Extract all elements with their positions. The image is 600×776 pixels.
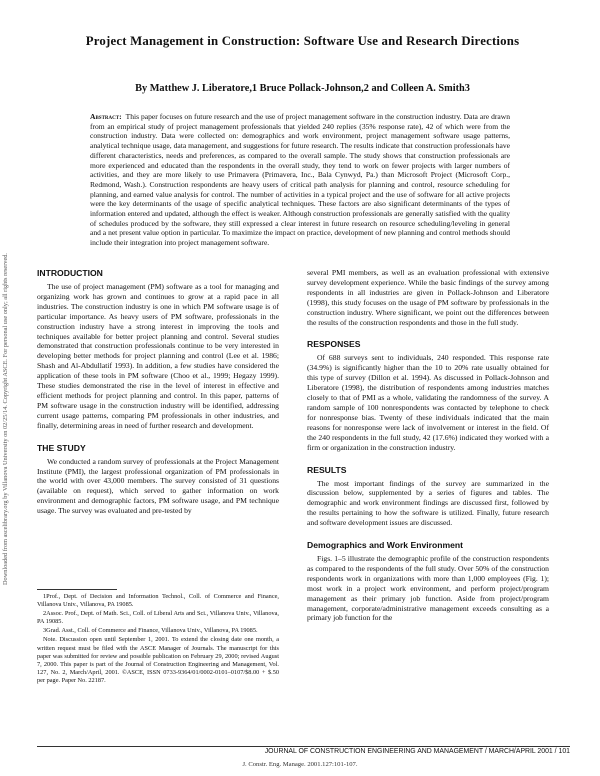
- abstract-text: This paper focuses on future research and the use of project management software in the construction industry. Data are drawn from an empirical study of project management professionals that yielded 240 replies (35% response rate), 42 of which were from the construction industry. Data were collected on: demographics and work environment, project management software usage patterns, analytical technique usage, data management, and suggestions for future research. The results indicate that construction professionals have different characteristics, needs and preferences, as compared to the overall sample. The study shows that construction professionals are more experienced and educated than the respondents in the overall study, they tend to work on fewer projects with larger numbers of activities, and they are more likely to use Primavera (Primavera, Inc., Bala Cynwyd, Pa.) than Microsoft Project (Microsoft Corp., Redmond, Wash.). Construction respondents are heavy users of critical path analysis for planning and control, resource scheduling for planning, and earned value analysis for control. The number of activities in a typical project and the use of software for all active projects were the key determinants of the usage of specific analytical techniques. These factors are also significant determinants of the types of information entered and updated, although the effect is weaker. Although construction professionals are generally satisfied with the quality of schedules produced by the software, they still expressed a clear interest in future research on resource scheduling/leveling in general and a net present value option in particular. To maximize the impact on practice, development of new planning and control methods should include their integration into project management software.: [90, 112, 510, 248]
- demographics-paragraph: Figs. 1–5 illustrate the demographic profile of the construction respondents as compared to the respondents of the full study. Over 50% of the construction respondents work in organizations with more than 1,000 employees (Fig. 1); most work in a project work environment, and perform project/program management as their primary job function. Aside from project/program management, corporate/administrative management exceeds consulting as a primary job function for the: [307, 554, 549, 623]
- study-heading: THE STUDY: [37, 442, 86, 453]
- footnote-2: 2Assoc. Prof., Dept. of Math. Sci., Coll. of Liberal Arts and Sci., Villanova Univ., Villanova, PA 19085.: [37, 610, 279, 626]
- responses-heading: RESPONSES: [307, 339, 361, 350]
- footnote-note: Note. Discussion open until September 1, 2001. To extend the closing date one month, a written request must be filed with the ASCE Manager of Journals. The manuscript for this paper was submitted for review and possible publication on February 29, 2000; revised August 7, 2000. This paper is part of the Journal of Construction Engineering and Management, Vol. 127, No. 2, March/April, 2001. ©ASCE, ISSN 0733-9364/01/0002-0101–0107/$8.00 + $.50 per page. Paper No. 22187.: [37, 636, 279, 684]
- footnote-3: 3Grad. Asst., Coll. of Commerce and Finance, Villanova Univ., Villanova, PA 19085.: [43, 627, 258, 635]
- author-line: By Matthew J. Liberatore,1 Bruce Pollack-Johnson,2 and Colleen A. Smith3: [135, 83, 470, 94]
- left-column: [37, 268, 279, 521]
- study-paragraph-continued: several PMI members, as well as an evaluation professional with extensive survey development experience. While the basic findings of the survey among respondents in all industries are given in Pollack-Johnson and Liberatore (1998), this study focuses on the usage of PM software by professionals in the construction industry. Where significant, we point out the differences between the results of the construction respondents and those in the full study.: [307, 268, 549, 327]
- footnote-1: 1Prof., Dept. of Decision and Information Technol., Coll. of Commerce and Finance, Villanova Univ., Villanova, PA 19085.: [37, 593, 279, 609]
- abstract-label: Abstract:: [90, 112, 122, 121]
- download-notice-sidebar: Downloaded from ascelibrary.org by Villanova University on 02/25/14. Copyright ASCE. For personal use only; all rights reserved.: [2, 253, 9, 585]
- demographics-heading: Demographics and Work Environment: [307, 540, 463, 551]
- study-paragraph: We conducted a random survey of professionals at the Project Management Institute (PMI), the largest professional organization of PM professionals in the world with over 43,000 members. The survey consisted of 31 questions (available on request), which served to gather information on work environment and demographic factors, PM software usage, and PM technique usage. The survey was evaluated and pre-tested by: [37, 456, 279, 516]
- introduction-heading: INTRODUCTION: [37, 268, 103, 278]
- footnotes: [37, 593, 279, 686]
- running-footer: JOURNAL OF CONSTRUCTION ENGINEERING AND MANAGEMENT / MARCH/APRIL 2001 / 101: [264, 748, 570, 755]
- results-paragraph: The most important findings of the survey are summarized in the discussion below, supplemented by a series of figures and tables. The demographic and work environment findings are discussed first, followed by the results pertaining to how the software is utilized. Finally, future research and software development issues are discussed.: [307, 478, 549, 528]
- abstract: [90, 112, 510, 248]
- footnote-divider: [37, 589, 117, 590]
- paper-title: Project Management in Construction: Software Use and Research Directions: [85, 34, 520, 48]
- right-column: [307, 268, 549, 628]
- citation-line: J. Constr. Eng. Manage. 2001.127:101-107.: [242, 761, 358, 768]
- footer-divider: [37, 746, 570, 747]
- responses-paragraph: Of 688 surveys sent to individuals, 240 responded. This response rate (34.9%) is significantly higher than the 10 to 20% rate usually obtained for this type of survey (Dillon et al. 1994). As discussed in Pollack-Johnson and Liberatore (1998), the distribution of respondents among industries matches closely to that of PMI as a whole, validating the randomness of the survey. A random sample of 100 nonrespondents was contacted by telephone to check for nonresponse bias. Twenty of these individuals indicated that the main reasons for nonresponse were lack of involvement or interest in the field. Of the 240 respondents in the full study, 42 (17.6%) indicated they worked with a firm or organization in the construction industry.: [307, 353, 549, 452]
- results-heading: RESULTS: [307, 464, 347, 475]
- introduction-paragraph: The use of project management (PM) software as a tool for managing and organizing work has grown and continues to grow at a rapid pace in all industries. The construction industry is one in which PM software usage is of particular importance. As heavy users of PM software, professionals in the construction industry have a strong interest in improving the tools and techniques available for better project planning and control. Several studies demonstrated that construction professionals continue to be very interested in developing better methods for project planning and control (Lee et al. 1986; Shash and Al-Abdullatif 1993). In addition, a few studies have considered the application of these tools in PM software (Choo et al., 1999; Hegazy 1999). These studies demonstrated the rise in the level of interest in effective and efficient methods for project planning and control. In this paper, patterns of PM software usage in the construction industry will be identified, addressing current usage patterns, comparing PM professionals in other industries, and finally, determining areas in need of further research and development.: [37, 282, 279, 430]
